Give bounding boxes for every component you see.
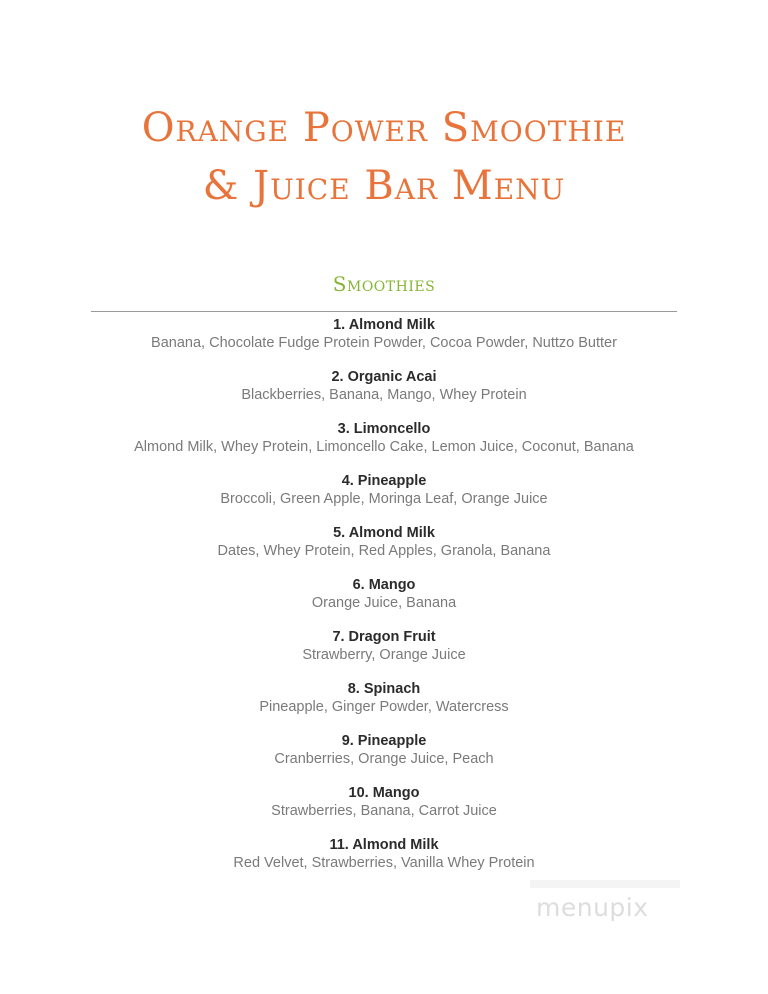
section-divider <box>91 311 677 312</box>
menu-item <box>0 732 768 784</box>
menu-title-line-2: & Juice Bar Menu <box>202 163 566 209</box>
item-name: 2. Organic Acai <box>331 369 437 385</box>
item-description: Strawberry, Orange Juice <box>302 647 466 663</box>
item-name: 4. Pineapple <box>341 473 427 489</box>
menu-item <box>0 628 768 680</box>
menu-item <box>0 784 768 836</box>
item-name: 1. Almond Milk <box>333 317 435 333</box>
item-description: Blackberries, Banana, Mango, Whey Protein <box>241 387 527 403</box>
menu-item <box>0 576 768 628</box>
item-description: Banana, Chocolate Fudge Protein Powder, Cocoa Powder, Nuttzo Butter <box>151 335 617 351</box>
section-heading-smoothies: Smoothies <box>332 272 436 296</box>
item-description: Cranberries, Orange Juice, Peach <box>274 751 494 767</box>
item-name: 3. Limoncello <box>337 421 431 437</box>
item-description: Almond Milk, Whey Protein, Limoncello Cake, Lemon Juice, Coconut, Banana <box>134 439 634 455</box>
watermark-bar <box>530 880 680 888</box>
item-name: 5. Almond Milk <box>333 525 435 541</box>
item-description: Broccoli, Green Apple, Moringa Leaf, Orange Juice <box>220 491 548 507</box>
menu-item <box>0 472 768 524</box>
menu-item <box>0 420 768 472</box>
menu-title-line-1: Orange Power Smoothie <box>141 105 627 151</box>
menupix-watermark: menupix <box>536 893 649 922</box>
item-description: Red Velvet, Strawberries, Vanilla Whey Protein <box>233 855 535 871</box>
item-name: 10. Mango <box>348 785 420 801</box>
menu-item <box>0 316 768 368</box>
smoothie-list <box>0 316 768 888</box>
item-name: 7. Dragon Fruit <box>332 629 436 645</box>
item-name: 8. Spinach <box>347 681 421 697</box>
item-name: 9. Pineapple <box>341 733 427 749</box>
item-description: Strawberries, Banana, Carrot Juice <box>271 803 497 819</box>
menu-item <box>0 524 768 576</box>
item-description: Dates, Whey Protein, Red Apples, Granola, Banana <box>217 543 551 559</box>
menu-item <box>0 368 768 420</box>
item-name: 11. Almond Milk <box>329 837 439 853</box>
menu-item <box>0 680 768 732</box>
item-description: Pineapple, Ginger Powder, Watercress <box>259 699 509 715</box>
item-description: Orange Juice, Banana <box>311 595 457 611</box>
item-name: 6. Mango <box>352 577 416 593</box>
